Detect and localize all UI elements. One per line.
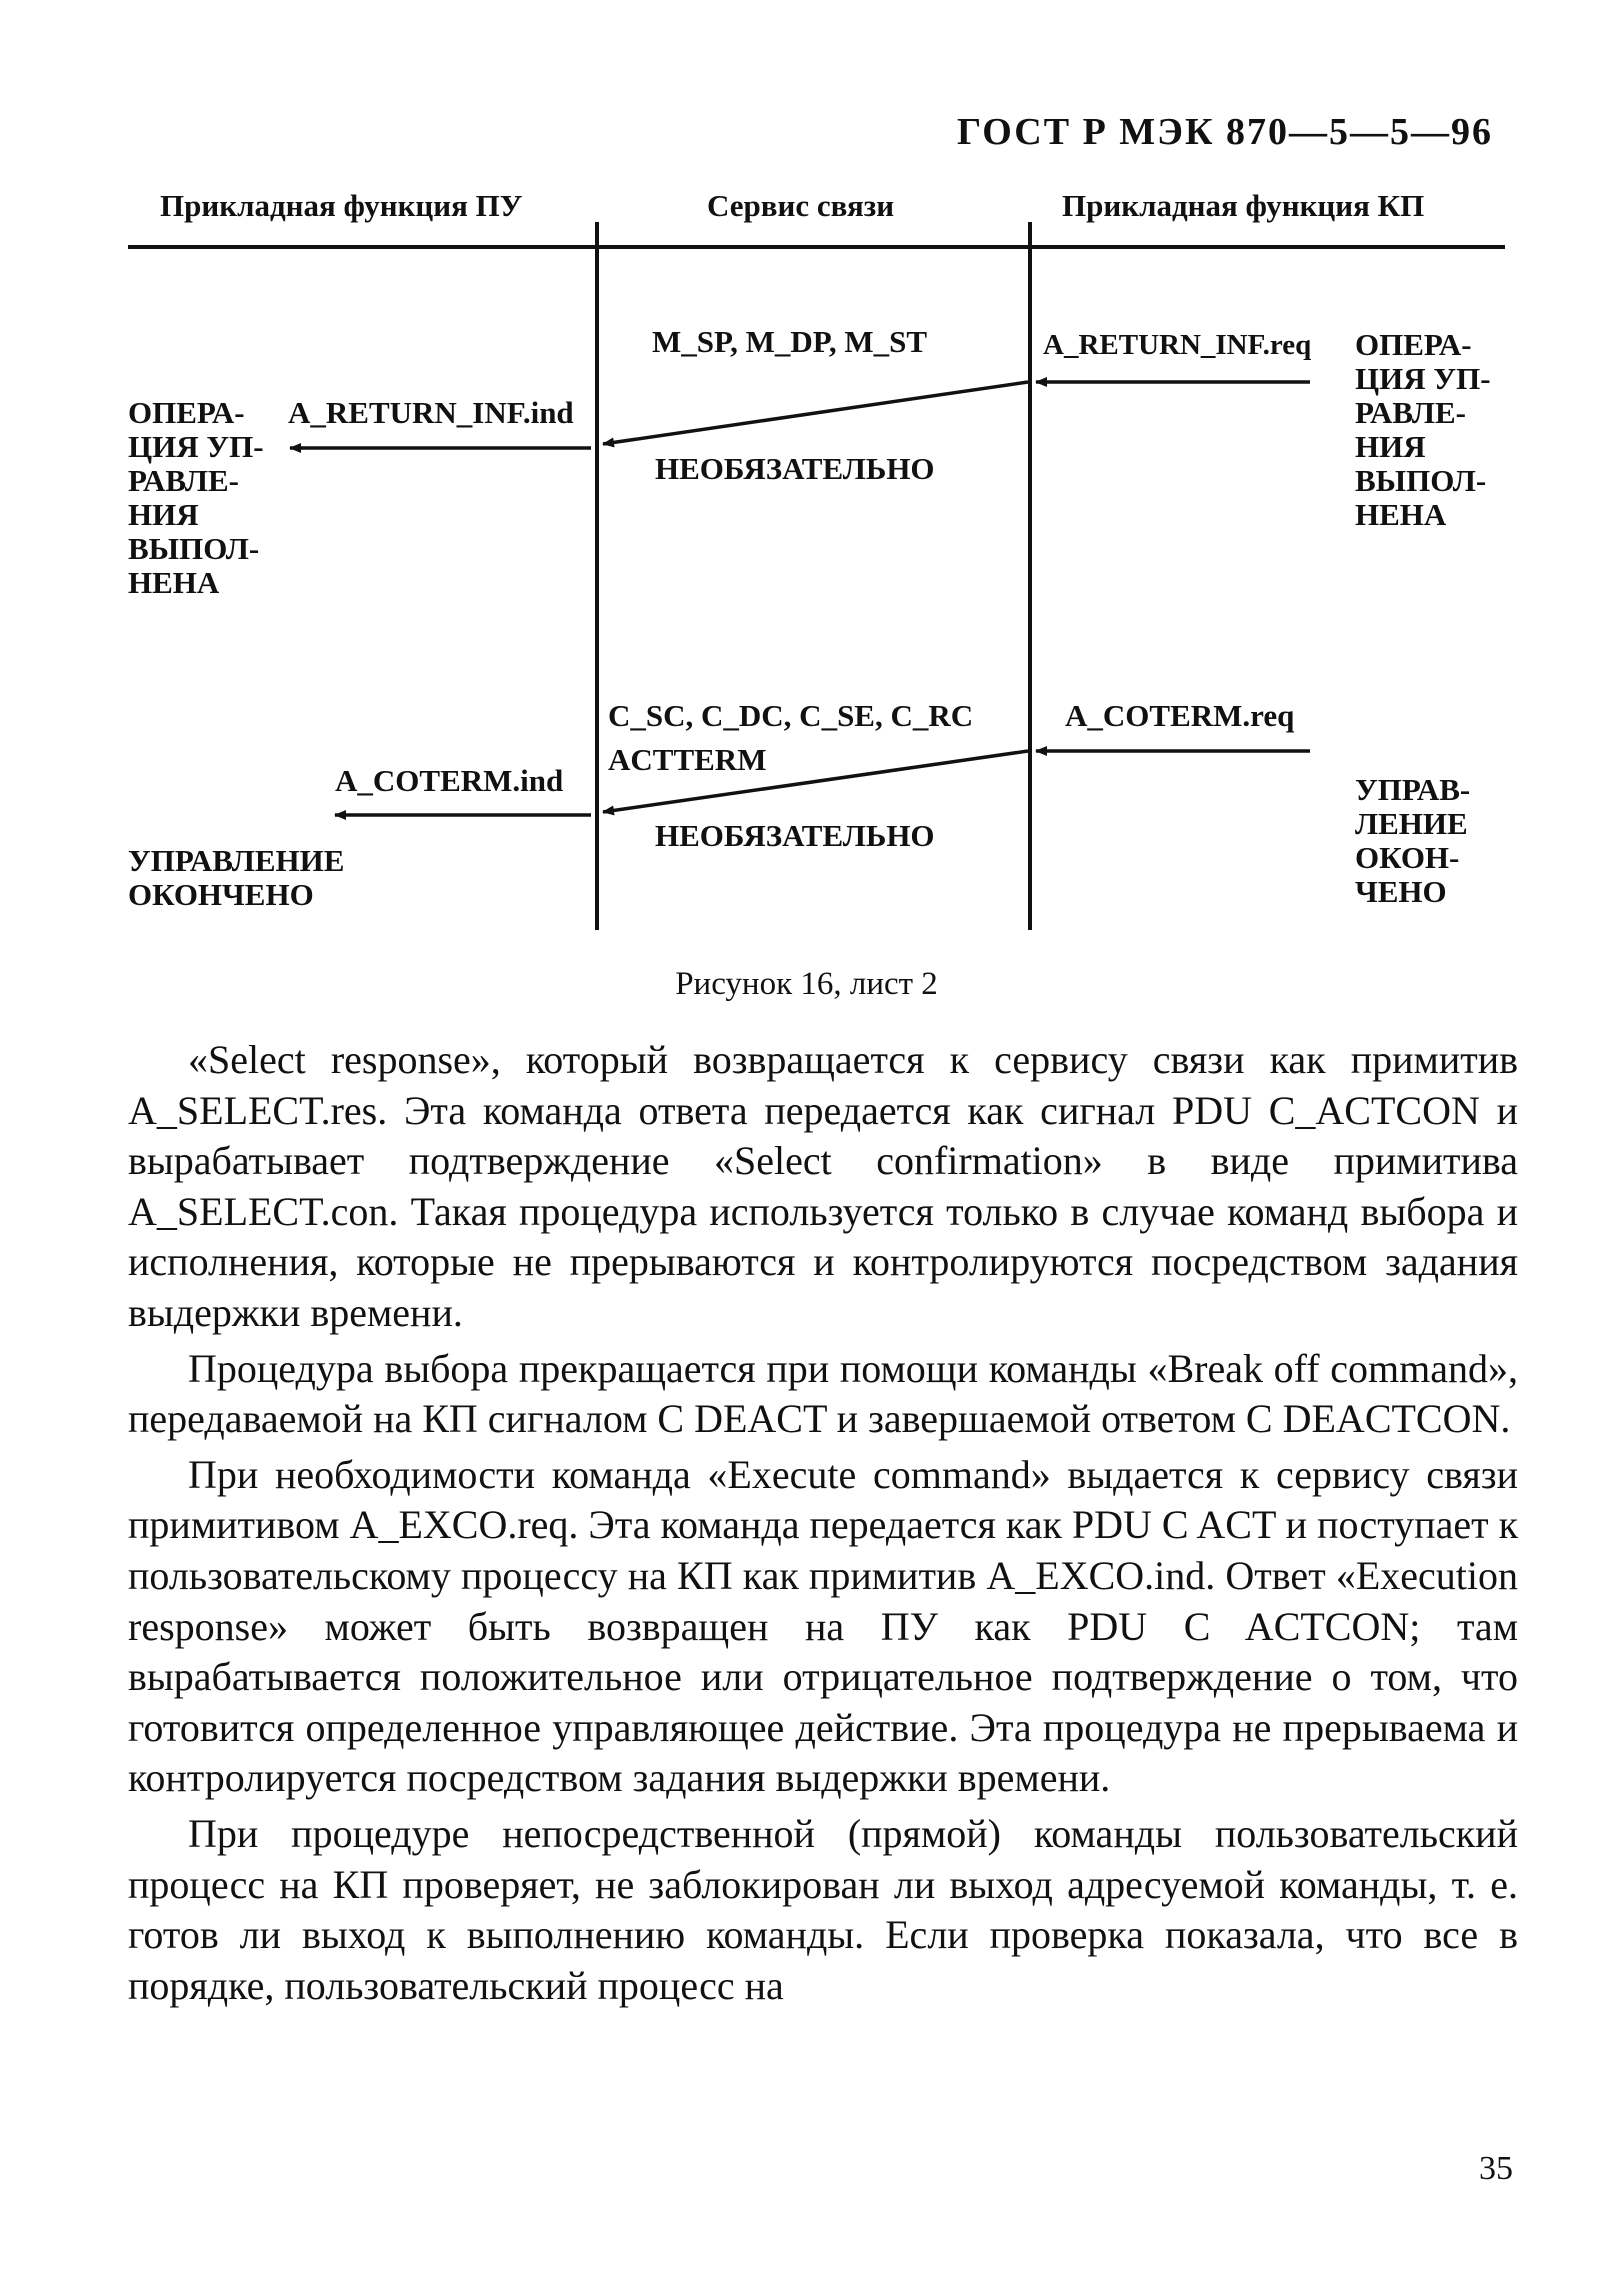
arrow-return-inf-service <box>603 382 1028 444</box>
coterm-req-label: A_COTERM.req <box>1065 698 1295 733</box>
column-middle-heading: Сервис связи <box>707 188 895 223</box>
figure-caption: Рисунок 16, лист 2 <box>675 966 938 1002</box>
paragraph: Процедура выбора прекращается при помощи команды «Break off command», передаваемой на КП сигналом C DEACT и завершаемой ответом C DEACTCON. <box>128 1345 1518 1442</box>
services-label-2-line2: ACTTERM <box>608 742 767 777</box>
right-status-2: УПРАВ- ЛЕНИЕ ОКОН- ЧЕНО <box>1355 772 1471 909</box>
page-number: 35 <box>1479 2150 1513 2187</box>
return-inf-req-label: A_RETURN_INF.req <box>1043 329 1312 361</box>
return-inf-ind-label: A_RETURN_INF.ind <box>288 395 574 430</box>
right-status-1: ОПЕРА- ЦИЯ УП- РАВЛЕ- НИЯ ВЫПОЛ- НЕНА <box>1355 327 1491 532</box>
body-text <box>128 1035 1518 2016</box>
left-status-2: УПРАВЛЕНИЕ ОКОНЧЕНО <box>128 843 345 912</box>
services-label-2-line1: C_SC, C_DC, C_SE, C_RC <box>608 698 974 733</box>
paragraph: При процедуре непосредственной (прямой) команды пользовательский процесс на КП проверяет, не заблокирован ли выход адресуемой команды, т. е. готов ли выход к выполнению команды. Если проверка показала, что все в порядке, пользовательский процесс на <box>128 1810 1518 2008</box>
paragraph: При необходимости команда «Execute command» выдается к сервису связи примитивом A_EXCO.req. Эта команда передается как PDU C ACT и поступает к пользовательскому процессу на КП как примитив A_EXCO.ind. Ответ «Execution response» может быть возвращен на ПУ как PDU C ACTCON; там вырабатывается положительное или отрицательное подтверждение о том, что готовится определенное управляющее действие. Эта процедура не прерываема и контролируется посредством задания выдержки времени. <box>128 1451 1518 1801</box>
paragraph: «Select response», который возвращается к сервису связи как примитив A_SELECT.res. Эта команда ответа передается как сигнал PDU C_ACTCON и вырабатывает подтверждение «Select confirmation» в виде примитива A_SELECT.con. Такая процедура используется только в случае команд выбора и исполнения, которые не прерываются и контролируются посредством задания выдержки времени. <box>128 1037 1518 1335</box>
standard-code: ГОСТ Р МЭК 870—5—5—96 <box>957 111 1493 153</box>
left-status-1: ОПЕРА- ЦИЯ УП- РАВЛЕ- НИЯ ВЫПОЛ- НЕНА <box>128 395 264 600</box>
coterm-ind-label: A_COTERM.ind <box>335 763 564 798</box>
column-left-heading: Прикладная функция ПУ <box>160 188 523 223</box>
optional-label-2: НЕОБЯЗАТЕЛЬНО <box>655 818 935 853</box>
optional-label-1: НЕОБЯЗАТЕЛЬНО <box>655 451 935 486</box>
column-right-heading: Прикладная функция КП <box>1062 188 1425 223</box>
services-label-1: M_SP, M_DP, M_ST <box>652 324 928 359</box>
